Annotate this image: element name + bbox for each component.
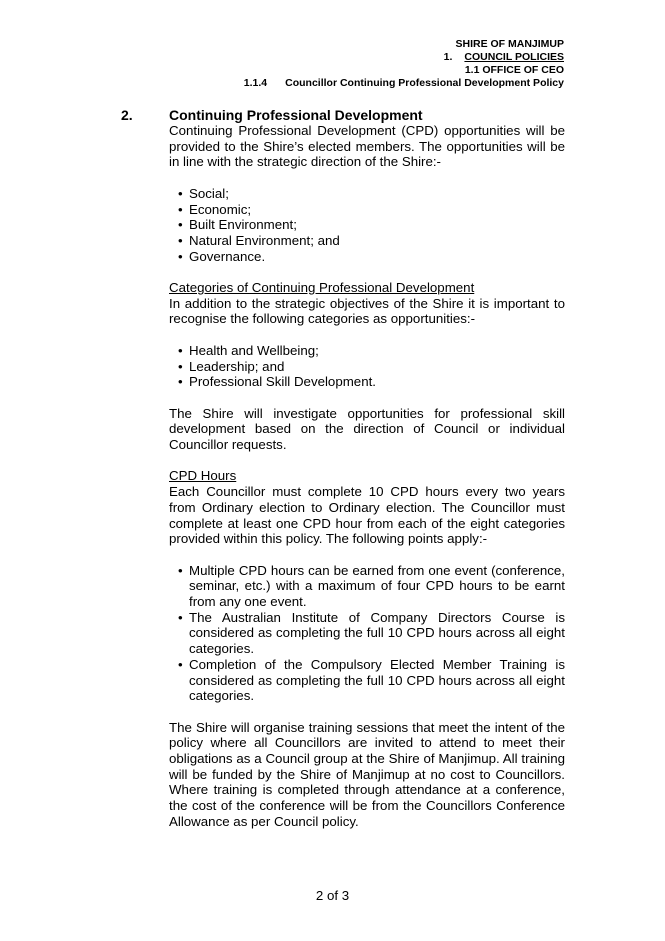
list-item: • Built Environment; — [178, 217, 565, 233]
page-header — [244, 38, 564, 90]
categories-heading: Categories of Continuing Professional Development — [169, 280, 475, 295]
list-item: • Social; — [178, 186, 565, 202]
section-number: 2. — [121, 107, 133, 123]
strategic-list — [169, 186, 565, 265]
list-item: • Health and Wellbeing; — [178, 343, 565, 359]
categories-paragraph: In addition to the strategic objectives of the Shire it is important to recognise the following categories as opportunities:- — [169, 295, 565, 327]
header-org: SHIRE OF MANJIMUP — [455, 38, 564, 50]
list-item: • The Australian Institute of Company Directors Course is considered as completing the full 10 CPD hours across all eight categories. — [178, 610, 565, 657]
list-item: • Economic; — [178, 202, 565, 218]
intro-paragraph: Continuing Professional Development (CPD) opportunities will be provided to the Shire’s elected members. The opportunities will be in line with the strategic direction of the Shire:- — [169, 123, 565, 170]
list-item: • Professional Skill Development. — [178, 374, 565, 390]
list-item: • Completion of the Compulsory Elected Member Training is considered as completing the full 10 CPD hours across all eight categories. — [178, 657, 565, 704]
section-body — [169, 107, 565, 830]
header-section-number: 1. — [443, 51, 453, 63]
header-section — [244, 51, 564, 64]
header-subsection: 1.1 OFFICE OF CEO — [464, 64, 564, 76]
cpd-hours-heading: CPD Hours — [169, 468, 237, 484]
list-item: • Leadership; and — [178, 359, 565, 375]
header-policy — [244, 77, 564, 90]
category-list — [169, 343, 565, 390]
header-policy-number: 1.1.4 — [243, 77, 268, 89]
investigate-paragraph: The Shire will investigate opportunities for professional skill development based on the direction of Council or individual Councillor requests. — [169, 405, 565, 452]
list-item: • Multiple CPD hours can be earned from one event (conference, seminar, etc.) with a maximum of four CPD hours to be earnt from any one event. — [178, 563, 565, 610]
list-item: • Natural Environment; and — [178, 233, 565, 249]
cpd-rules-list — [169, 563, 565, 704]
training-paragraph: The Shire will organise training sessions that meet the intent of the policy where all Councillors are invited to attend to meet their obligations as a Council group at the Shire of Manjimup. All training will be funded by the Shire of Manjimup at no cost to Councillors. Where training is completed through attendance at a conference, the cost of the conference will be from the Councillors Conference Allowance as per Council policy. — [169, 719, 565, 829]
header-policy-title: Councillor Continuing Professional Development Policy — [285, 77, 564, 89]
header-section-title: COUNCIL POLICIES — [464, 51, 564, 63]
cpd-hours-paragraph: Each Councillor must complete 10 CPD hours every two years from Ordinary election to Ordinary election. The Councillor must complete at least one CPD hour from each of the eight categories provided within this policy. The following points apply:- — [169, 484, 565, 547]
page-number: 2 of 3 — [315, 888, 350, 903]
list-item: • Governance. — [178, 249, 565, 265]
section-title: Continuing Professional Development — [169, 107, 423, 123]
